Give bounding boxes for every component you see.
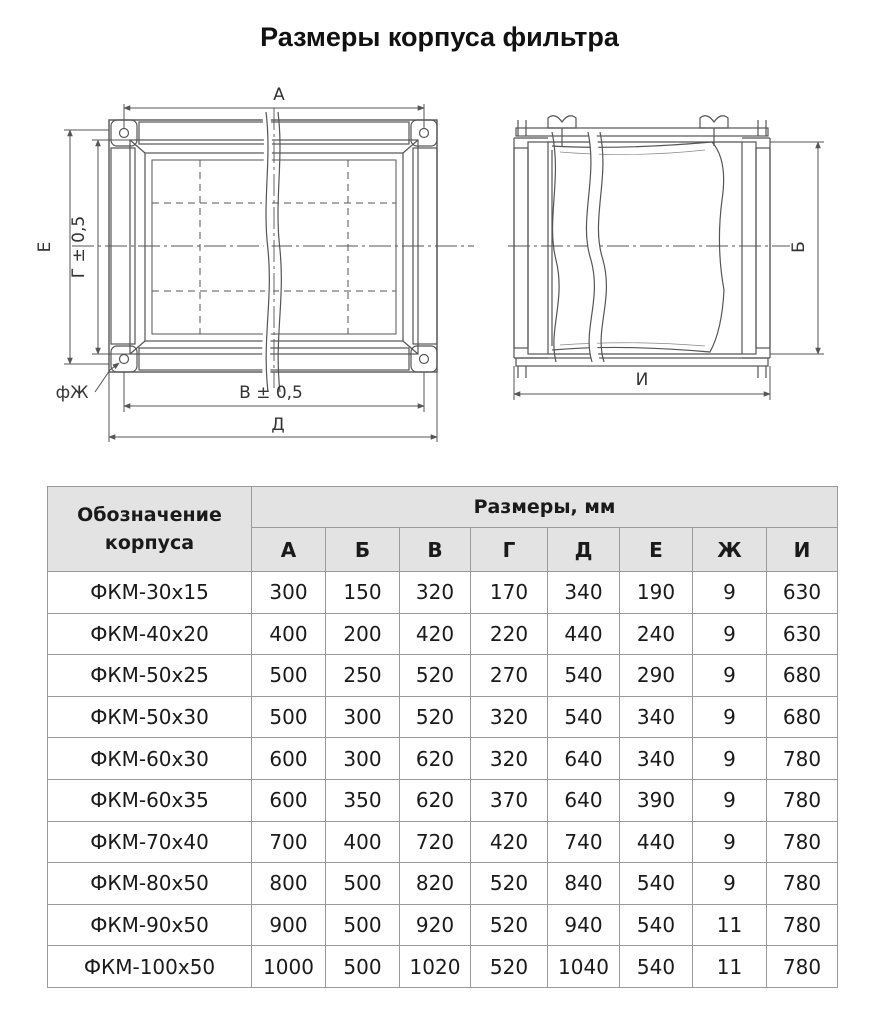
table-cell: 680 xyxy=(767,696,838,738)
table-cell: 400 xyxy=(252,613,326,655)
table-cell: 9 xyxy=(693,821,767,863)
table-cell: 1020 xyxy=(400,946,471,988)
table-cell: 9 xyxy=(693,738,767,780)
label-a: А xyxy=(273,85,285,105)
table-cell: 500 xyxy=(326,946,400,988)
header-designation: Обозначение корпуса xyxy=(48,487,252,572)
table-cell: 740 xyxy=(548,821,620,863)
table-cell: 780 xyxy=(767,904,838,946)
side-view xyxy=(508,116,790,378)
table-cell: 220 xyxy=(471,613,548,655)
column-header: Е xyxy=(620,528,693,572)
table-cell: 780 xyxy=(767,779,838,821)
table-cell: 250 xyxy=(326,655,400,697)
table-cell: 440 xyxy=(548,613,620,655)
row-designation: ФКМ-70x40 xyxy=(48,821,252,863)
table-cell: 500 xyxy=(252,696,326,738)
table-row xyxy=(48,821,838,863)
label-zh: фЖ xyxy=(55,383,89,403)
table-cell: 9 xyxy=(693,863,767,905)
table-cell: 290 xyxy=(620,655,693,697)
table-cell: 500 xyxy=(252,655,326,697)
table-cell: 320 xyxy=(471,738,548,780)
row-designation: ФКМ-60x35 xyxy=(48,779,252,821)
table-cell: 9 xyxy=(693,779,767,821)
table-cell: 400 xyxy=(326,821,400,863)
table-row xyxy=(48,904,838,946)
table-row xyxy=(48,779,838,821)
sizes-table xyxy=(47,486,838,988)
table-cell: 540 xyxy=(620,904,693,946)
table-cell: 640 xyxy=(548,738,620,780)
table-row xyxy=(48,863,838,905)
table-cell: 520 xyxy=(400,655,471,697)
label-d: Д xyxy=(271,415,285,435)
table-cell: 540 xyxy=(548,696,620,738)
table-cell: 500 xyxy=(326,863,400,905)
row-designation: ФКМ-90x50 xyxy=(48,904,252,946)
table-cell: 780 xyxy=(767,946,838,988)
table-cell: 9 xyxy=(693,696,767,738)
table-cell: 340 xyxy=(620,738,693,780)
table-cell: 9 xyxy=(693,572,767,614)
table-cell: 620 xyxy=(400,738,471,780)
row-designation: ФКМ-40x20 xyxy=(48,613,252,655)
table-cell: 200 xyxy=(326,613,400,655)
table-row xyxy=(48,946,838,988)
table-cell: 780 xyxy=(767,863,838,905)
table-row xyxy=(48,696,838,738)
row-designation: ФКМ-100x50 xyxy=(48,946,252,988)
table-cell: 700 xyxy=(252,821,326,863)
label-g: Г ± 0,5 xyxy=(69,215,89,279)
table-cell: 600 xyxy=(252,779,326,821)
label-e: Е xyxy=(35,241,55,253)
row-designation: ФКМ-50x25 xyxy=(48,655,252,697)
column-header: Б xyxy=(326,528,400,572)
column-header: Д xyxy=(548,528,620,572)
table-cell: 720 xyxy=(400,821,471,863)
table-cell: 390 xyxy=(620,779,693,821)
table-cell: 800 xyxy=(252,863,326,905)
table-cell: 900 xyxy=(252,904,326,946)
table-cell: 600 xyxy=(252,738,326,780)
column-header: Г xyxy=(471,528,548,572)
row-designation: ФКМ-50x30 xyxy=(48,696,252,738)
column-header: И xyxy=(767,528,838,572)
table-cell: 520 xyxy=(471,946,548,988)
table-cell: 540 xyxy=(548,655,620,697)
row-designation: ФКМ-80x50 xyxy=(48,863,252,905)
row-designation: ФКМ-60x30 xyxy=(48,738,252,780)
table-cell: 630 xyxy=(767,613,838,655)
table-cell: 440 xyxy=(620,821,693,863)
column-header: Ж xyxy=(693,528,767,572)
table-cell: 620 xyxy=(400,779,471,821)
table-cell: 920 xyxy=(400,904,471,946)
header-sizes: Размеры, мм xyxy=(252,487,838,528)
column-header: А xyxy=(252,528,326,572)
column-header: В xyxy=(400,528,471,572)
table-cell: 11 xyxy=(693,904,767,946)
table-cell: 9 xyxy=(693,613,767,655)
table-cell: 300 xyxy=(252,572,326,614)
side-dimensions xyxy=(514,142,824,400)
table-cell: 9 xyxy=(693,655,767,697)
page-title: Размеры корпуса фильтра xyxy=(260,22,619,52)
table-cell: 540 xyxy=(620,863,693,905)
table-cell: 150 xyxy=(326,572,400,614)
label-i: И xyxy=(635,370,649,390)
front-view xyxy=(72,108,474,392)
table-row xyxy=(48,738,838,780)
table-cell: 170 xyxy=(471,572,548,614)
table-cell: 680 xyxy=(767,655,838,697)
technical-drawing xyxy=(0,0,879,470)
table-cell: 500 xyxy=(326,904,400,946)
table-cell: 630 xyxy=(767,572,838,614)
table-cell: 540 xyxy=(620,946,693,988)
table-cell: 190 xyxy=(620,572,693,614)
table-cell: 340 xyxy=(548,572,620,614)
table-cell: 350 xyxy=(326,779,400,821)
table-cell: 420 xyxy=(400,613,471,655)
table-cell: 780 xyxy=(767,738,838,780)
table-cell: 840 xyxy=(548,863,620,905)
table-cell: 370 xyxy=(471,779,548,821)
table-cell: 1040 xyxy=(548,946,620,988)
table-cell: 1000 xyxy=(252,946,326,988)
table-cell: 300 xyxy=(326,696,400,738)
table-cell: 11 xyxy=(693,946,767,988)
table-cell: 270 xyxy=(471,655,548,697)
table-cell: 940 xyxy=(548,904,620,946)
table-cell: 520 xyxy=(400,696,471,738)
table-cell: 320 xyxy=(471,696,548,738)
table-row xyxy=(48,572,838,614)
table-cell: 640 xyxy=(548,779,620,821)
table-row xyxy=(48,655,838,697)
table-cell: 420 xyxy=(471,821,548,863)
table-cell: 520 xyxy=(471,904,548,946)
table-cell: 340 xyxy=(620,696,693,738)
label-v: В ± 0,5 xyxy=(239,383,303,403)
table-cell: 820 xyxy=(400,863,471,905)
row-designation: ФКМ-30x15 xyxy=(48,572,252,614)
table-cell: 240 xyxy=(620,613,693,655)
label-b: Б xyxy=(789,241,809,253)
table-cell: 520 xyxy=(471,863,548,905)
table-cell: 320 xyxy=(400,572,471,614)
table-row xyxy=(48,613,838,655)
table-cell: 300 xyxy=(326,738,400,780)
table-cell: 780 xyxy=(767,821,838,863)
